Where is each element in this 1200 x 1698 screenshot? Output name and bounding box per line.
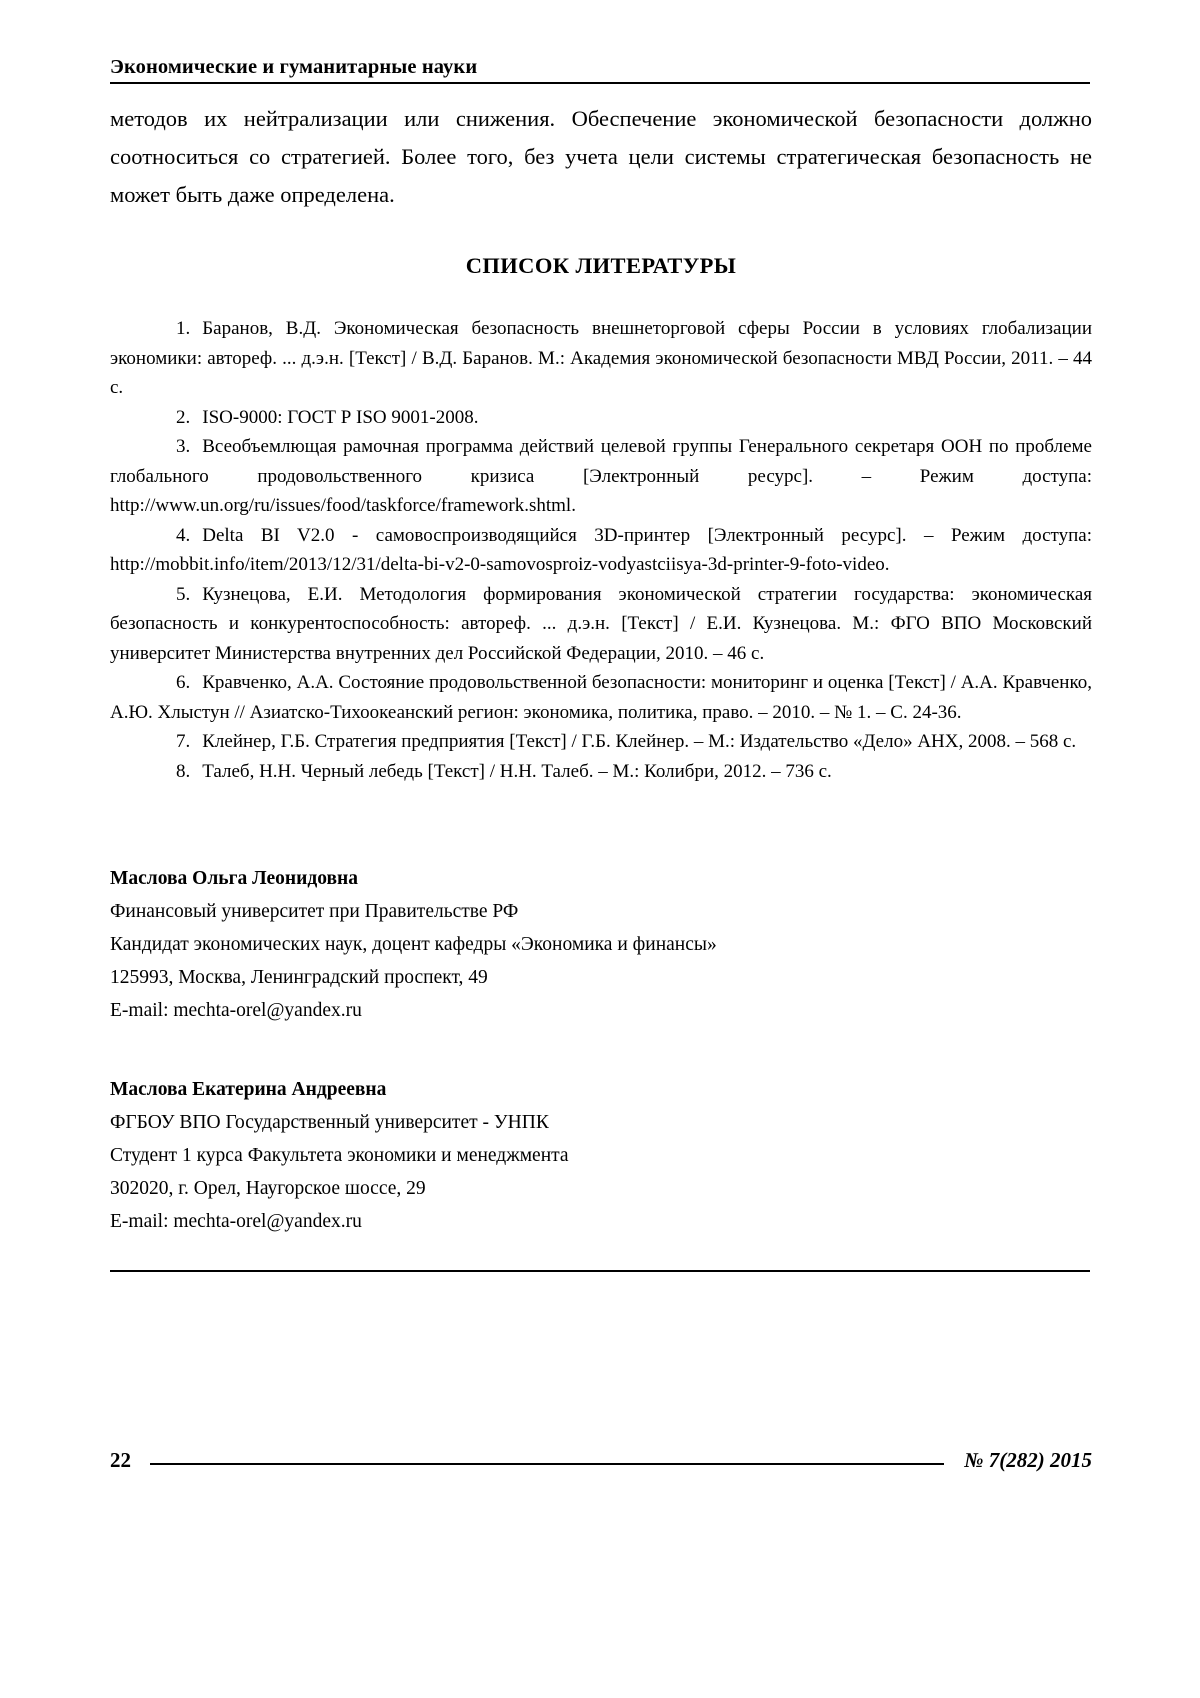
reference-item [110, 521, 1092, 580]
references-heading: СПИСОК ЛИТЕРАТУРЫ [465, 253, 737, 278]
author-position: Студент 1 курса Факультета экономики и менеджмента [110, 1145, 569, 1166]
page-header [110, 56, 1090, 84]
reference-item [110, 403, 1092, 433]
reference-item [110, 757, 1092, 787]
page-footer [110, 1448, 1092, 1482]
reference-number: 8. [176, 760, 191, 782]
reference-number: 4. [176, 524, 191, 546]
author-block [110, 1073, 1092, 1238]
page-number: 22 [110, 1448, 131, 1472]
author-email: E-mail: mechta-orel@yandex.ru [110, 1211, 362, 1232]
author-name: Маслова Екатерина Андреевна [110, 1079, 387, 1100]
reference-text: ISO-9000: ГОСТ Р ISO 9001-2008. [202, 406, 479, 428]
author-affiliation: ФГБОУ ВПО Государственный университет - УНПК [110, 1112, 549, 1133]
issue-label: № 7(282) 2015 [964, 1448, 1092, 1472]
reference-text: Кравченко, А.А. Состояние продовольственной безопасности: мониторинг и оценка [Текст] / А.А. Кравченко, А.Ю. Хлыстун // Азиатско-Тихоокеанский регион: экономика, политика, право. – 2010. – № 1. – С. 24-36. [110, 672, 1092, 723]
reference-number: 5. [176, 583, 191, 605]
reference-item [110, 314, 1092, 403]
reference-text: Талеб, Н.Н. Черный лебедь [Текст] / Н.Н. Талеб. – М.: Колибри, 2012. – 736 с. [202, 760, 832, 782]
reference-number: 3. [176, 436, 191, 457]
author-name: Маслова Ольга Леонидовна [110, 868, 358, 889]
reference-item [110, 727, 1092, 757]
reference-item [110, 432, 1092, 521]
author-address: 125993, Москва, Ленинградский проспект, 49 [110, 967, 488, 988]
journal-title: Экономические и гуманитарные науки [110, 56, 478, 78]
reference-item [110, 580, 1092, 669]
references-list [110, 314, 1092, 786]
author-email: E-mail: mechta-orel@yandex.ru [110, 1000, 362, 1021]
footer-rule [150, 1463, 944, 1465]
reference-text: Кузнецова, Е.И. Методология формирования экономической стратегии государства: экономическая безопасность и конкурентоспособность: автореф. ... д.э.н. [Текст] / Е.И. Кузнецова. М.: ФГО ВПО Московский университет Министерства внутренних дел Российской Федерации, 2010. – 46 с. [110, 583, 1092, 664]
author-affiliation: Финансовый университет при Правительстве РФ [110, 901, 519, 922]
author-block [110, 862, 1092, 1027]
author-info-section [110, 862, 1092, 1284]
author-position: Кандидат экономических наук, доцент кафедры «Экономика и финансы» [110, 934, 717, 955]
reference-number: 7. [176, 731, 191, 752]
reference-text: Клейнер, Г.Б. Стратегия предприятия [Текст] / Г.Б. Клейнер. – М.: Издательство «Дело» АНХ, 2008. – 568 с. [202, 731, 1077, 752]
reference-number: 1. [176, 318, 191, 339]
reference-number: 2. [176, 406, 191, 428]
author-address: 302020, г. Орел, Наугорское шоссе, 29 [110, 1178, 426, 1199]
reference-item [110, 668, 1092, 727]
footer-divider [110, 1270, 1090, 1272]
reference-text: Delta BI V2.0 - самовоспроизводящийся 3D-принтер [Электронный ресурс]. – Режим доступа: http://mobbit.info/item/2013/12/31/delta-bi-v2-0-samovosproiz-vodyastciisya-3d-printer-9-foto-video. [110, 524, 1092, 575]
reference-text: Баранов, В.Д. Экономическая безопасность внешнеторговой сферы России в условиях глобализации экономики: автореф. ... д.э.н. [Текст] / В.Д. Баранов. М.: Академия экономической безопасности МВД России, 2011. – 44 с. [110, 318, 1092, 398]
intro-paragraph: методов их нейтрализации или снижения. Обеспечение экономической безопасности должно соотноситься со стратегией. Более того, без учета цели системы стратегическая безопасность не может быть даже определена. [110, 106, 1092, 207]
reference-text: Всеобъемлющая рамочная программа действий целевой группы Генерального секретаря ООН по проблеме глобального продовольственного кризиса [Электронный ресурс]. – Режим доступа: http://www.un.org/ru/issues/food/taskforce/framework.shtml. [110, 436, 1092, 516]
header-divider [110, 82, 1090, 84]
reference-number: 6. [176, 672, 191, 693]
